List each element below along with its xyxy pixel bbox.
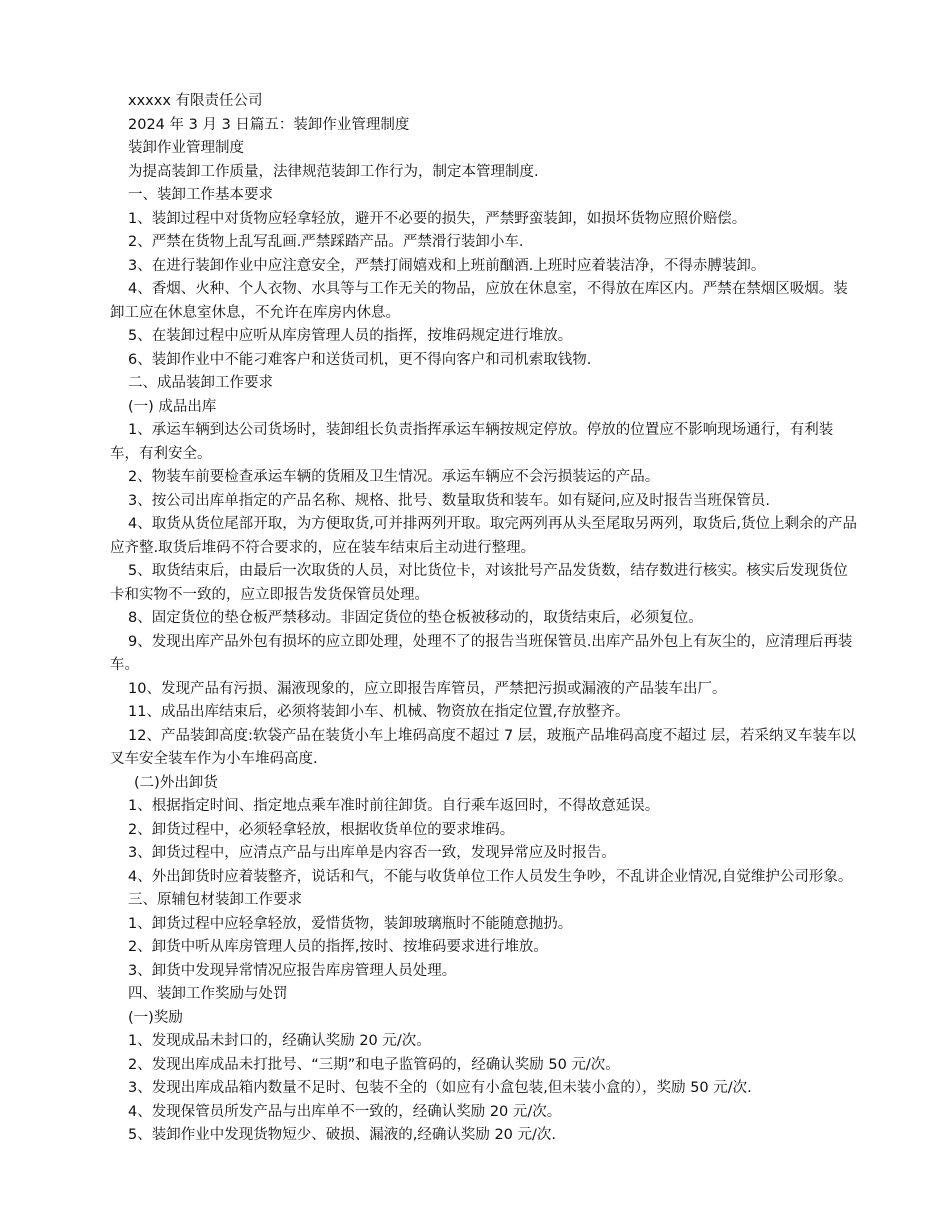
paragraph-line: 2024 年 3 月 3 日篇五：装卸作业管理制度 xyxy=(128,116,410,133)
paragraph-line: 10、发现产品有污损、漏液现象的，应立即报告库管员，严禁把污损或漏液的产品装车出厂。 xyxy=(128,680,727,697)
paragraph-line: xxxxx 有限责任公司 xyxy=(128,93,263,109)
paragraph-line: 二、成品装卸工作要求 xyxy=(128,375,273,391)
paragraph-line: 5、在装卸过程中应听从库房管理人员的指挥，按堆码规定进行堆放。 xyxy=(128,328,573,344)
paragraph-line: 装卸作业管理制度 xyxy=(128,140,244,156)
paragraph-line: 2、卸货中听从库房管理人员的指挥,按时、按堆码要求进行堆放。 xyxy=(128,939,548,955)
paragraph-line: 3、卸货过程中，应清点产品与出库单是内容否一致，发现异常应及时报告。 xyxy=(128,845,616,861)
paragraph-line: 2、卸货过程中，必须轻拿轻放，根据收货单位的要求堆码。 xyxy=(128,821,515,838)
paragraph-line: 4、发现保管员所发产品与出库单不一致的，经确认奖励 20 元/次。 xyxy=(128,1103,562,1120)
document-body xyxy=(110,90,862,1148)
paragraph-line: 12、产品装卸高度:软袋产品在装货小车上堆码高度不超过 7 层，玻瓶产品堆码高度不超过 层，若采纳叉车装车以叉车安全装车作为小车堆码高度. xyxy=(110,727,856,767)
paragraph-line: 3、在进行装卸作业中应注意安全，严禁打闹嬉戏和上班前酗酒.上班时应着装洁净，不得赤膊装卸。 xyxy=(128,257,766,274)
paragraph-line: 2、发现出库成品未打批号、“三期”和电子监管码的，经确认奖励 50 元/次。 xyxy=(128,1056,620,1073)
paragraph-line: (一)奖励 xyxy=(128,1009,183,1026)
paragraph-line: (二)外出卸货 xyxy=(134,774,218,791)
paragraph-line: 2、严禁在货物上乱写乱画.严禁踩踏产品。严禁滑行装卸小车. xyxy=(128,234,524,250)
paragraph-line: 3、按公司出库单指定的产品名称、规格、批号、数量取货和装车。如有疑问,应及时报告当班保管员. xyxy=(128,492,770,509)
paragraph-line: 3、发现出库成品箱内数量不足时、包装不全的（如应有小盒包装,但未装小盒的），奖励 50 元/次. xyxy=(128,1080,752,1096)
paragraph-line: 1、根据指定时间、指定地点乘车准时前往卸货。自行乘车返回时，不得故意延误。 xyxy=(128,798,660,814)
paragraph-line: 为提高装卸工作质量，法律规范装卸工作行为，制定本管理制度. xyxy=(128,163,539,180)
paragraph-line: 6、装卸作业中不能刁难客户和送货司机，更不得向客户和司机索取钱物. xyxy=(128,351,592,368)
paragraph-line: 5、装卸作业中发现货物短少、破损、漏液的,经确认奖励 20 元/次. xyxy=(128,1127,556,1143)
paragraph-line: 4、外出卸货时应着装整齐，说话和气，不能与收货单位工作人员发生争吵，不乱讲企业情况,自觉维护公司形象。 xyxy=(128,868,853,885)
paragraph-line: 4、香烟、火种、个人衣物、水具等与工作无关的物品，应放在休息室，不得放在库区内。严禁在禁烟区吸烟。装卸工应在休息室休息，不允许在库房内休息。 xyxy=(110,281,848,321)
paragraph-line: 11、成品出库结束后，必须将装卸小车、机械、物资放在指定位置,存放整齐。 xyxy=(128,704,630,720)
paragraph-line: 1、承运车辆到达公司货场时，装卸组长负责指挥承运车辆按规定停放。停放的位置应不影响现场通行，有利装车，有利安全。 xyxy=(110,422,834,462)
paragraph-line: 1、卸货过程中应轻拿轻放，爱惜货物，装卸玻璃瓶时不能随意抛扔。 xyxy=(128,915,573,932)
paragraph-line: 9、发现出库产品外包有损坏的应立即处理，处理不了的报告当班保管员.出库产品外包上有灰尘的，应清理后再装车。 xyxy=(110,633,853,673)
paragraph-line: 1、装卸过程中对货物应轻拿轻放，避开不必要的损失，严禁野蛮装卸，如损坏货物应照价赔偿。 xyxy=(128,210,747,227)
paragraph-line: 8、固定货位的垫仓板严禁移动。非固定货位的垫仓板被移动的，取货结束后，必须复位。 xyxy=(128,610,703,626)
paragraph-line: 5、取货结束后，由最后一次取货的人员，对比货位卡，对该批号产品发货数，结存数进行核实。核实后发现货位卡和实物不一致的，应立即报告发货保管员处理。 xyxy=(110,563,848,603)
paragraph-line: 四、装卸工作奖励与处罚 xyxy=(128,986,288,1002)
paragraph-line: 4、取货从货位尾部开取，为方便取货,可并排两列开取。取完两列再从头至尾取另两列，取货后,货位上剩余的产品应齐整.取货后堆码不符合要求的，应在装车结束后主动进行整理。 xyxy=(110,516,857,556)
paragraph-line: 1、发现成品未封口的，经确认奖励 20 元/次。 xyxy=(128,1033,431,1049)
paragraph-line: (一) 成品出库 xyxy=(128,398,217,415)
paragraph-line: 2、物装车前要检查承运车辆的货厢及卫生情况。承运车辆应不会污损装运的产品。 xyxy=(128,469,660,485)
paragraph-line: 一、装卸工作基本要求 xyxy=(128,187,273,203)
paragraph-line: 三、原辅包材装卸工作要求 xyxy=(128,892,302,908)
paragraph-line: 3、卸货中发现异常情况应报告库房管理人员处理。 xyxy=(128,962,457,979)
